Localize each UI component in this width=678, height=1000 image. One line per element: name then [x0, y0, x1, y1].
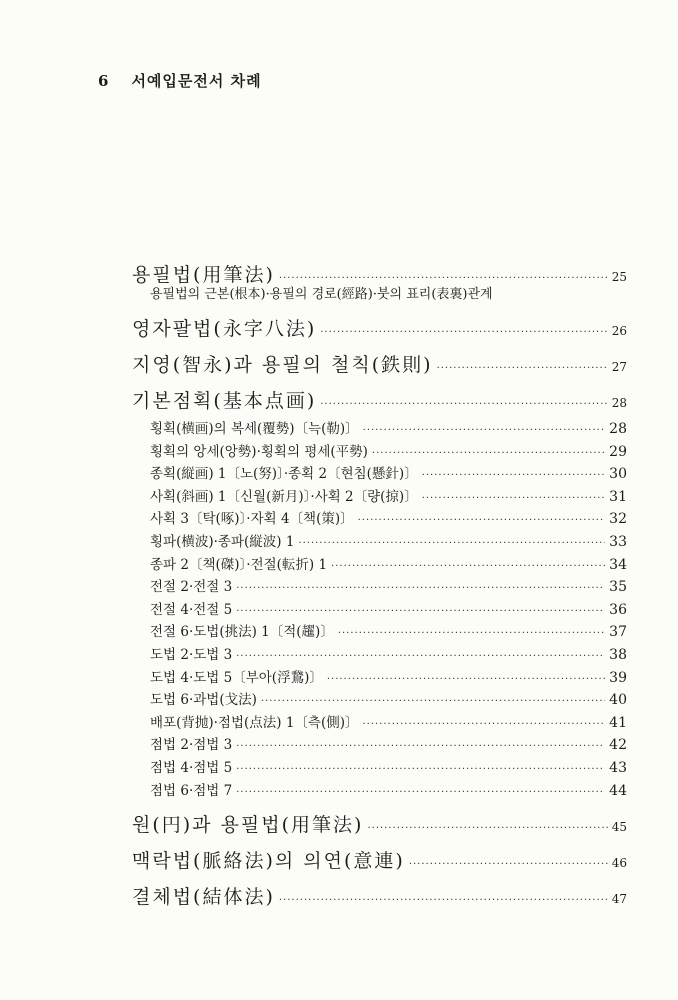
toc-entry-title: 맥락법(脈絡法)의 의연(意連)	[132, 850, 405, 873]
dot-leader	[367, 812, 607, 846]
toc-entry-title: 결체법(結体法)	[132, 886, 275, 909]
toc-entry-minor	[132, 667, 627, 690]
dot-leader	[338, 623, 605, 646]
toc-entry-minor	[132, 554, 627, 577]
toc-entry-major	[132, 808, 627, 842]
toc-entry-major	[132, 880, 627, 914]
toc-entry-page: 35	[609, 579, 627, 596]
dot-leader	[236, 736, 605, 759]
toc-entry-page: 34	[609, 556, 627, 573]
dot-leader	[236, 601, 605, 624]
toc-entry-title: 횡획의 앙세(앙勢)·횡획의 평세(平勢)	[150, 443, 368, 460]
toc-entry-page: 25	[611, 270, 627, 284]
toc-entry-page: 28	[609, 421, 627, 437]
toc-entry-title: 횡파(横波)·종파(縦波) 1	[150, 533, 295, 550]
toc-entry-minor	[132, 734, 627, 757]
dot-leader	[298, 533, 605, 556]
toc-entry-minor	[132, 644, 627, 667]
toc-entry-minor	[132, 486, 627, 509]
toc-entry-minor	[132, 712, 627, 735]
toc-entry-title: 전절 6·도법(挑法) 1〔적(趯)〕	[150, 624, 334, 641]
toc-entry-minor	[132, 441, 627, 464]
dot-leader	[363, 420, 606, 443]
dot-leader	[372, 443, 605, 466]
toc-entry-major	[132, 348, 627, 382]
dot-leader	[320, 388, 607, 422]
toc-entry-title: 점법 4·점법 5	[150, 759, 233, 776]
toc-entry-title: 사획 3〔탁(啄)〕·자획 4〔책(策)〕	[150, 511, 354, 528]
toc-entry-minor	[132, 463, 627, 486]
toc-entry-page: 28	[611, 396, 627, 410]
toc-entry-page: 40	[609, 692, 627, 709]
toc-entry-page: 27	[611, 360, 627, 374]
dot-leader	[236, 646, 605, 669]
running-head-title: 서예입문전서 차례	[131, 72, 262, 90]
dot-leader	[261, 691, 605, 714]
toc-entry-minor	[132, 531, 627, 554]
toc-entry-minor	[132, 508, 627, 531]
toc-entry-title: 지영(智永)과 용필의 철칙(鉄則)	[132, 354, 433, 376]
toc-entry-minor	[132, 757, 627, 780]
toc-entry-page: 32	[609, 511, 627, 528]
toc-entry-page: 44	[609, 782, 627, 799]
toc-entry-title: 도법 4·도법 5〔부아(浮鵞)〕	[150, 669, 323, 686]
dot-leader	[236, 578, 605, 601]
dot-leader	[437, 352, 608, 386]
toc-entry-page: 47	[611, 892, 627, 907]
toc-entry-title: 원(円)과 용필법(用筆法)	[132, 814, 364, 837]
toc-entry-title: 도법 2·도법 3	[150, 646, 233, 663]
toc-entry-page: 29	[609, 443, 627, 460]
toc-entry-major	[132, 844, 627, 878]
toc-entry-page: 46	[611, 856, 627, 871]
toc-entry-title: 종획(縦画) 1〔노(努)〕·종획 2〔현침(懸針)〕	[150, 466, 418, 483]
toc-entry-minor	[132, 689, 627, 712]
toc-entry-title: 배포(背抛)·점법(点法) 1〔측(側)〕	[150, 714, 359, 731]
toc-entry-title: 영자팔법(永字八法)	[132, 318, 317, 340]
dot-leader	[236, 759, 605, 782]
toc-entry-page: 43	[609, 759, 627, 776]
dot-leader	[327, 669, 605, 692]
toc-entry-title: 점법 6·점법 7	[150, 782, 233, 799]
toc-entry-minor	[132, 780, 627, 803]
toc-entry-subline: 용필법의 근본(根本)·용필의 경로(經路)·붓의 표리(表裏)관계	[150, 287, 493, 302]
toc-entry-page: 41	[609, 714, 627, 731]
dot-leader	[422, 488, 605, 511]
dot-leader	[422, 465, 605, 488]
dot-leader	[236, 782, 605, 805]
toc-entry-page: 36	[609, 601, 627, 618]
toc-entry-major	[132, 384, 627, 418]
dot-leader	[279, 884, 608, 918]
toc-entry-page: 37	[609, 624, 627, 641]
toc-entry-title: 횡획(横画)의 복세(覆勢)〔늑(勒)〕	[150, 421, 359, 437]
toc-entry-minor	[132, 418, 627, 441]
toc-entry-page: 26	[611, 324, 627, 338]
toc-entry-page: 30	[609, 466, 627, 483]
toc-entry-title: 종파 2〔책(磔)〕·전절(転折) 1	[150, 556, 328, 573]
toc-entry-title: 기본점획(基本点画)	[132, 390, 317, 412]
toc-entry-title: 전절 2·전절 3	[150, 579, 233, 596]
running-head	[98, 70, 262, 91]
toc-entry-minor	[132, 576, 627, 599]
toc-entry-major	[132, 312, 627, 346]
dot-leader	[358, 510, 606, 533]
toc-entry-page: 45	[611, 820, 627, 835]
toc-entry-title: 점법 2·점법 3	[150, 737, 233, 754]
toc-entry-title: 전절 4·전절 5	[150, 601, 233, 618]
table-of-contents	[132, 256, 627, 914]
toc-entry-page: 39	[609, 669, 627, 686]
toc-entry-minor	[132, 599, 627, 622]
dot-leader	[362, 714, 605, 737]
toc-entry-page: 42	[609, 737, 627, 754]
toc-entry-minor	[132, 621, 627, 644]
toc-entry-title: 용필법(用筆法)	[132, 264, 275, 286]
toc-entry-page: 31	[609, 488, 627, 505]
dot-leader	[320, 316, 607, 350]
page-number: 6	[98, 72, 110, 90]
toc-entry-page: 33	[609, 533, 627, 550]
toc-entry-page: 38	[609, 646, 627, 663]
toc-entry-title: 사획(斜画) 1〔신월(新月)〕·사획 2〔량(掠)〕	[150, 488, 418, 505]
toc-entry-title: 도법 6·과법(戈法)	[150, 692, 257, 709]
dot-leader	[409, 848, 608, 882]
dot-leader	[331, 556, 605, 579]
